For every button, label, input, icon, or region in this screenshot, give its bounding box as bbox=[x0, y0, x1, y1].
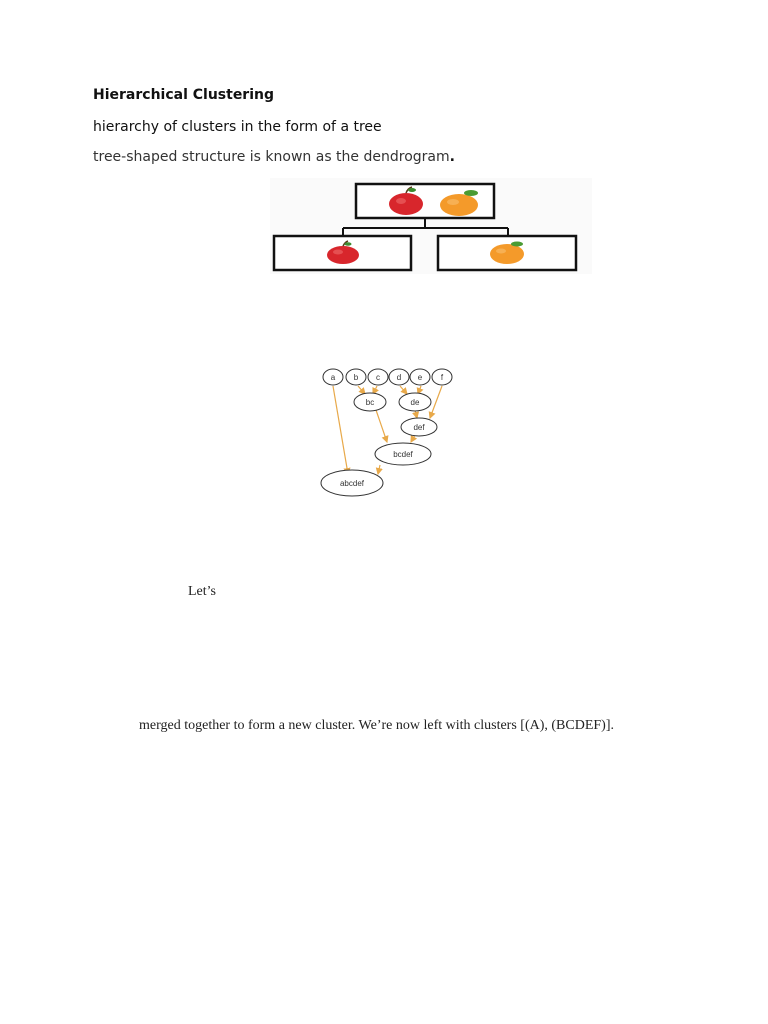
fruit-hierarchy-figure bbox=[270, 178, 592, 274]
leaf-label: d bbox=[396, 373, 402, 382]
definition-line: hierarchy of clusters in the form of a tree bbox=[93, 119, 382, 135]
leaf-label: a bbox=[330, 373, 336, 382]
cluster-node bbox=[399, 393, 431, 411]
leaf-label: b bbox=[353, 373, 359, 382]
leaf-label: c bbox=[376, 373, 380, 382]
leaf-node bbox=[432, 369, 452, 385]
cluster-node bbox=[354, 393, 386, 411]
leaf-node bbox=[410, 369, 430, 385]
dendrogram-figure bbox=[318, 362, 458, 502]
cluster-node bbox=[401, 418, 437, 436]
leaf-label: e bbox=[417, 373, 423, 382]
section-heading: Hierarchical Clustering bbox=[93, 87, 275, 103]
leaf-label: f bbox=[440, 373, 444, 382]
leaf-node bbox=[323, 369, 343, 385]
cluster-label: bc bbox=[365, 398, 375, 407]
cluster-label: bcdef bbox=[393, 450, 413, 459]
cluster-label: abcdef bbox=[339, 479, 365, 488]
cluster-node bbox=[321, 470, 383, 496]
paragraph-merged: merged together to form a new cluster. We’re now left with clusters [(A), (BCDEF)]. bbox=[139, 718, 615, 733]
dendrogram-line-text: tree-shaped structure is known as the dendrogram bbox=[93, 149, 450, 165]
leaf-node bbox=[346, 369, 366, 385]
leaf-node bbox=[368, 369, 388, 385]
paragraph-lets: Let’s bbox=[188, 584, 216, 599]
cluster-label: de bbox=[410, 398, 420, 407]
leaf-node bbox=[389, 369, 409, 385]
dendrogram-line bbox=[93, 149, 455, 165]
cluster-label: def bbox=[413, 423, 425, 432]
dendrogram-line-period: . bbox=[449, 149, 455, 165]
cluster-node bbox=[375, 443, 431, 465]
